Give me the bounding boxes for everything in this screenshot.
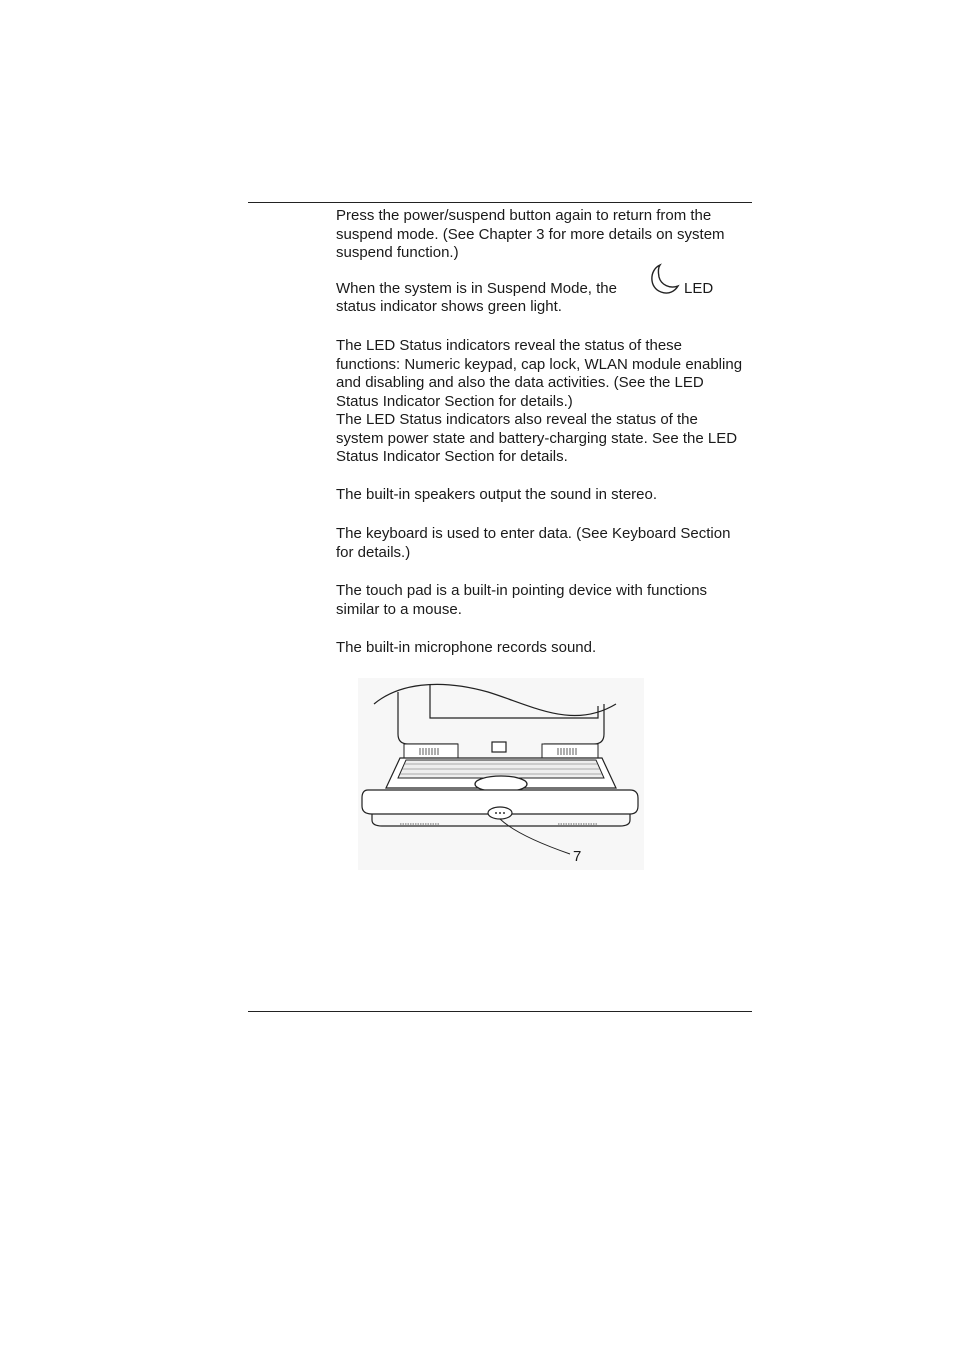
paragraph-microphone: The built-in microphone records sound. (336, 639, 597, 656)
paragraph-led-power: The LED Status indicators also reveal the status of the system power state and battery-charging state. See the LED Status Indicator Section for details. (336, 411, 738, 465)
paragraph-suspend-return: Press the power/suspend button again to return from the suspend mode. (See Chapter 3 for more details on system suspend function.) (336, 207, 725, 261)
top-rule (248, 202, 752, 203)
bottom-rule (248, 1011, 752, 1012)
paragraph-led-functions: The LED Status indicators reveal the status of these functions: Numeric keypad, cap lock, WLAN module enabling and disabling and also the data activities. (See the LED Status Indicator Section for details.) (336, 337, 743, 410)
callout-number-7: 7 (573, 848, 582, 865)
led-label: LED (684, 280, 714, 297)
moon-icon (646, 262, 680, 296)
paragraph-touchpad: The touch pad is a built-in pointing device with functions similar to a mouse. (336, 582, 708, 618)
paragraph-suspend-led-line2: status indicator shows green light. (336, 298, 562, 315)
laptop-front-illustration (358, 678, 644, 870)
paragraph-suspend-led-line1: When the system is in Suspend Mode, the (336, 280, 617, 297)
paragraph-speakers: The built-in speakers output the sound in stereo. (336, 486, 658, 503)
paragraph-keyboard: The keyboard is used to enter data. (See Keyboard Section for details.) (336, 525, 731, 561)
